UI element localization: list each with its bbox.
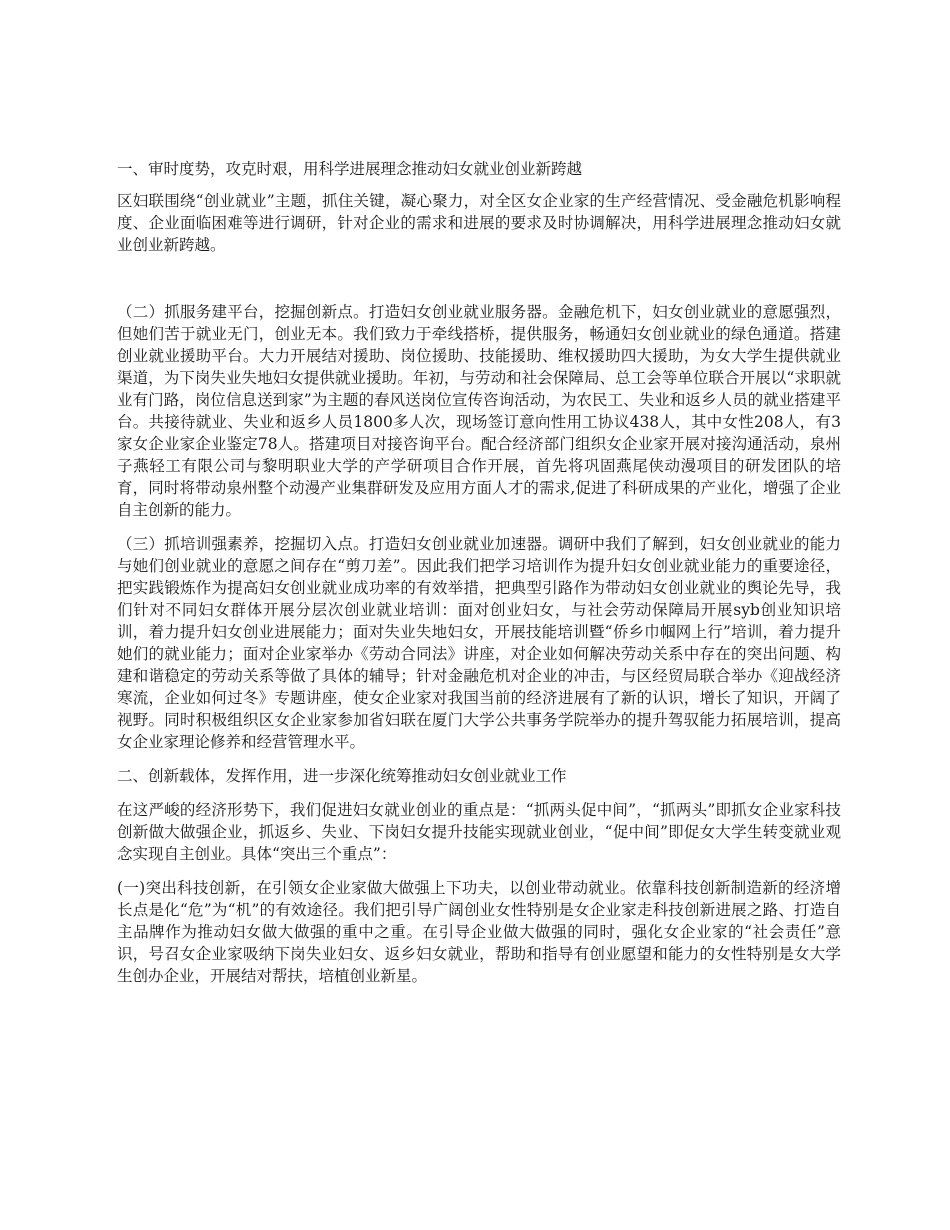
spacer (117, 256, 841, 301)
spacer (117, 521, 841, 533)
paragraph-service-platform: （二）抓服务建平台，挖掘创新点。打造妇女创业就业服务器。金融危机下，妇女创业就业的意愿强烈，但她们苦于就业无门，创业无本。我们致力于牵线搭桥，提供服务，畅通妇女创业就业的绿色通道。搭建创业就业援助平台。大力开展结对援助、岗位援助、技能援助、维权援助四大援助，为女大学生提供就业渠道，为下岗失业失地妇女提供就业援助。年初，与劳动和社会保障局、总工会等单位联合开展以“求职就业有门路，岗位信息送到家”为主题的春风送岗位宣传咨询活动，为农民工、失业和返乡人员的就业搭建平台。共接待就业、失业和返乡人员1800多人次，现场签订意向性用工协议438人，其中女性208人，有3家女企业家企业鉴定78人。搭建项目对接咨询平台。配合经济部门组织女企业家开展对接沟通活动，泉州子燕轻工有限公司与黎明职业大学的产学研项目合作开展，首先将巩固燕尾侠动漫项目的研发团队的培育，同时将带动泉州整个动漫产业集群研发及应用方面人才的需求,促进了科研成果的产业化，增强了企业自主创新的能力。 (117, 303, 841, 519)
paragraph-training: （三）抓培训强素养，挖掘切入点。打造妇女创业就业加速器。调研中我们了解到，妇女创业就业的能力与她们创业就业的意愿之间存在“剪刀差”。因此我们把学习培训作为提升妇女创业就业能力的重要途径，把实践锻炼作为提高妇女创业就业成功率的有效举措，把典型引路作为带动妇女创业就业的舆论先导，我们针对不同妇女群体开展分层次创业就业培训：面对创业妇女，与社会劳动保障局开展syb创业知识培训，着力提升妇女创业进展能力；面对失业失地妇女，开展技能培训暨“侨乡巾帼网上行”培训，着力提升她们的就业能力；面对企业家举办《劳动合同法》讲座，对企业如何解决劳动关系中存在的突出问题、构建和谐稳定的劳动关系等做了具体的辅导；针对金融危机对企业的冲击，与区经贸局联合举办《迎战经济寒流，企业如何过冬》专题讲座，使女企业家对我国当前的经济进展有了新的认识，增长了知识，开阔了视野。同时积极组织区女企业家参加省妇联在厦门大学公共事务学院举办的提升驾驭能力拓展培训，提高女企业家理论修养和经营管理水平。 (117, 535, 841, 751)
section-heading-2: 二、创新载体，发挥作用，进一步深化统筹推动妇女创业就业工作 (117, 767, 567, 785)
spacer (117, 787, 841, 799)
section-heading-1: 一、审时度势，攻克时艰，用科学进展理念推动妇女就业创业新跨越 (117, 160, 583, 178)
document-body (117, 158, 841, 987)
spacer (117, 865, 841, 877)
paragraph-key-points: 在这严峻的经济形势下，我们促进妇女就业创业的重点是：“抓两头促中间”，“抓两头”即抓女企业家科技创新做大做强企业，抓返乡、失业、下岗妇女提升技能实现就业创业，“促中间”即促女大学生转变就业观念实现自主创业。具体“突出三个重点”： (117, 801, 841, 863)
spacer (117, 753, 841, 765)
paragraph-tech-innovation: (一)突出科技创新，在引领女企业家做大做强上下功夫，以创业带动就业。依靠科技创新制造新的经济增长点是化“危”为“机”的有效途径。我们把引导广阔创业女性特别是女企业家走科技创新进展之路、打造自主品牌作为推动妇女做大做强的重中之重。在引导企业做大做强的同时，强化女企业家的“社会责任”意识，号召女企业家吸纳下岗失业妇女、返乡妇女就业，帮助和指导有创业愿望和能力的女性特别是女大学生创办企业，开展结对帮扶，培植创业新星。 (117, 879, 841, 985)
spacer (117, 180, 841, 190)
paragraph-intro: 区妇联围绕“创业就业”主题，抓住关键，凝心聚力，对全区女企业家的生产经营情况、受金融危机影响程度、企业面临困难等进行调研，针对企业的需求和进展的要求及时协调解决，用科学进展理念推动妇女就业创业新跨越。 (117, 192, 841, 254)
